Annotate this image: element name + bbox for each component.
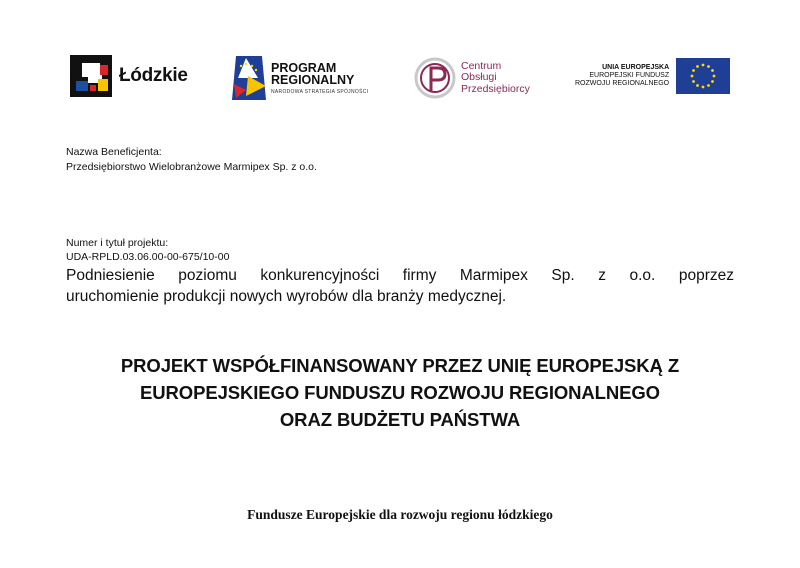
program-regionalny-logo [232,56,368,100]
headline-line1: PROJEKT WSPÓŁFINANSOWANY PRZEZ UNIĘ EUROPEJSKĄ Z [120,355,680,376]
lodzkie-emblem-icon [70,55,112,97]
program-title-line2: REGIONALNY [271,73,355,87]
project-title-line2: uruchomienie produkcji nowych wyrobów dla branży medycznej. [66,288,507,305]
eu-logo [575,58,730,94]
eu-title: UNIA EUROPEJSKA [602,64,670,72]
centrum-obslugi-emblem-icon [414,56,456,100]
project-label: Numer i tytuł projektu: [66,237,169,249]
project-number: UDA-RPLD.03.06.00-00-675/10-00 [66,251,230,263]
centrum-obslugi-logo [414,56,530,100]
lodzkie-label: Łódzkie [119,65,188,86]
cofinancing-headline [40,352,760,433]
project-title-line1: Podniesienie poziomu konkurencyjności firmy Marmipex Sp. z o.o. poprzez [66,267,734,284]
program-regionalny-emblem-icon [232,56,266,100]
footer-slogan: Fundusze Europejskie dla rozwoju regionu łódzkiego [247,507,553,522]
cop-line1: Centrum [461,60,502,73]
beneficiary-label: Nazwa Beneficjenta: [66,146,162,158]
cop-line2: Obsługi [461,71,497,84]
program-title-line1: PROGRAM [271,60,337,75]
headline-line3: ORAZ BUDŻETU PAŃSTWA [279,409,521,430]
headline-line2: EUROPEJSKIEGO FUNDUSZU ROZWOJU REGIONALNEGO [140,382,660,403]
eu-line2: EUROPEJSKI FUNDUSZ [589,72,670,80]
eu-line3: ROZWOJU REGIONALNEGO [575,79,670,87]
project-title [66,265,734,307]
cop-line3: Przedsiębiorcy [461,82,530,95]
eu-flag-icon [676,58,730,94]
beneficiary-name: Przedsiębiorstwo Wielobranżowe Marmipex Sp. z o.o. [66,161,317,173]
lodzkie-logo [70,55,188,97]
program-subtitle: NARODOWA STRATEGIA SPÓJNOŚCI [271,88,369,95]
